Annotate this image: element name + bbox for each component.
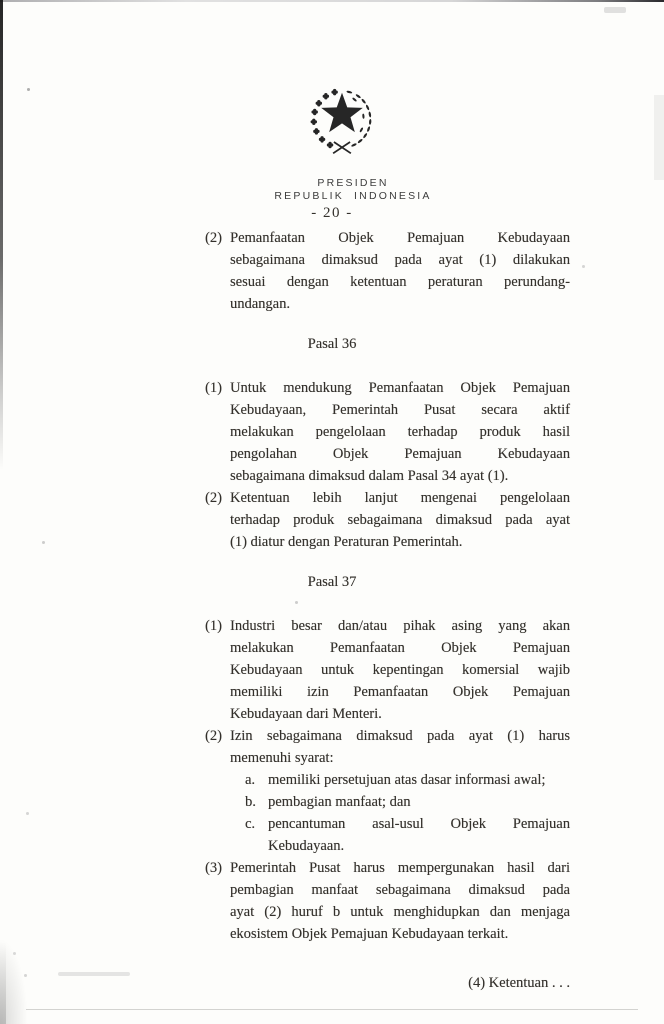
text-line: pembagian manfaat sebagaimana dimaksud pada [230, 882, 570, 898]
text-line: pengolahan Objek Pemajuan Kebudayaan [230, 446, 570, 462]
text-line: memenuhi syarat: [230, 750, 334, 766]
scan-speck [26, 812, 29, 815]
scan-smudge [604, 7, 626, 13]
text-line: Pemerintah Pusat harus mempergunakan hasil dari [230, 860, 570, 876]
scan-edge-right-band [654, 95, 664, 180]
clause-2-continued [205, 227, 570, 315]
presidential-seal-icon [300, 82, 384, 160]
header-republik-indonesia: REPUBLIK INDONESIA [274, 190, 432, 202]
clause-number: (1) [205, 618, 222, 634]
clause-text [230, 487, 570, 553]
scan-speck [42, 541, 45, 544]
subitem-text [268, 813, 570, 857]
subitem-letter: b. [245, 794, 256, 810]
header-presiden: PRESIDEN [317, 177, 389, 189]
subitem-a [245, 769, 570, 791]
text-line: Ketentuan lebih lanjut mengenai pengelolaan [230, 490, 570, 506]
text-line: Kebudayaan, Pemerintah Pusat secara aktif [230, 402, 570, 418]
text-line: sesuai dengan ketentuan peraturan perundang- [230, 274, 570, 290]
document-body [205, 227, 570, 945]
clause-37-3 [205, 857, 570, 945]
clause-text [230, 227, 570, 315]
clause-number: (3) [205, 860, 222, 876]
text-line: memiliki izin Pemanfaatan Objek Pemajuan [230, 684, 570, 700]
text-line: ekosistem Objek Pemajuan Kebudayaan terkait. [230, 926, 509, 942]
clause-number: (2) [205, 728, 222, 744]
scan-bottom-rule [26, 1009, 638, 1010]
scan-speck [27, 88, 30, 91]
text-line: melakukan Pemanfaatan Objek Pemajuan [230, 640, 570, 656]
scan-speck [582, 265, 585, 268]
text-line: Pemanfaatan Objek Pemajuan Kebudayaan [230, 230, 570, 246]
subitem-text [268, 791, 570, 813]
subitem-c [245, 813, 570, 857]
text-line: (1) diatur dengan Peraturan Pemerintah. [230, 534, 463, 550]
scan-speck [13, 952, 16, 955]
scan-edge-top [0, 0, 664, 2]
clause-36-2 [205, 487, 570, 553]
clause-37-1 [205, 615, 570, 725]
clause-intro [230, 725, 570, 769]
text-line: Untuk mendukung Pemanfaatan Objek Pemajuan [230, 380, 570, 396]
scan-edge-left [0, 0, 3, 470]
clause-number: (1) [205, 380, 222, 396]
clause-number: (2) [205, 490, 222, 506]
text-line: melakukan pengelolaan terhadap produk hasil [230, 424, 570, 440]
page-number: - 20 - [311, 205, 353, 221]
catchword-next-clause: (4) Ketentuan . . . [468, 975, 570, 991]
text-line: ayat (2) huruf b untuk menghidupkan dan menjaga [230, 904, 570, 920]
text-line: sebagaimana dimaksud dalam Pasal 34 ayat (1). [230, 468, 509, 484]
text-line: Izin sebagaimana dimaksud pada ayat (1) harus [230, 728, 570, 744]
text-line: Kebudayaan dari Menteri. [230, 706, 382, 722]
text-line: pencantuman asal-usul Objek Pemajuan [268, 816, 570, 832]
text-line: pembagian manfaat; dan [268, 794, 411, 810]
clause-text [230, 857, 570, 945]
text-line: undangan. [230, 296, 290, 312]
clause-36-1 [205, 377, 570, 487]
text-line: Industri besar dan/atau pihak asing yang akan [230, 618, 570, 634]
subitem-b [245, 791, 570, 813]
subitem-letter: c. [245, 816, 256, 832]
text-line: memiliki persetujuan atas dasar informasi awal; [268, 772, 546, 788]
text-line: Kebudayaan. [268, 838, 345, 854]
clause-text [230, 725, 570, 857]
crossed-stems [333, 142, 351, 153]
text-line: sebagaimana dimaksud pada ayat (1) dilakukan [230, 252, 570, 268]
text-line: terhadap produk sebagaimana dimaksud pada ayat [230, 512, 570, 528]
article-heading-pasal-36: Pasal 36 [307, 336, 357, 352]
clause-37-2 [205, 725, 570, 857]
subitem-letter: a. [245, 772, 256, 788]
text-line: Kebudayaan untuk kepentingan komersial wajib [230, 662, 570, 678]
article-heading-pasal-37: Pasal 37 [307, 574, 357, 590]
subitem-text [268, 769, 570, 791]
clause-number: (2) [205, 230, 222, 246]
clause-text [230, 615, 570, 725]
clause-text [230, 377, 570, 487]
